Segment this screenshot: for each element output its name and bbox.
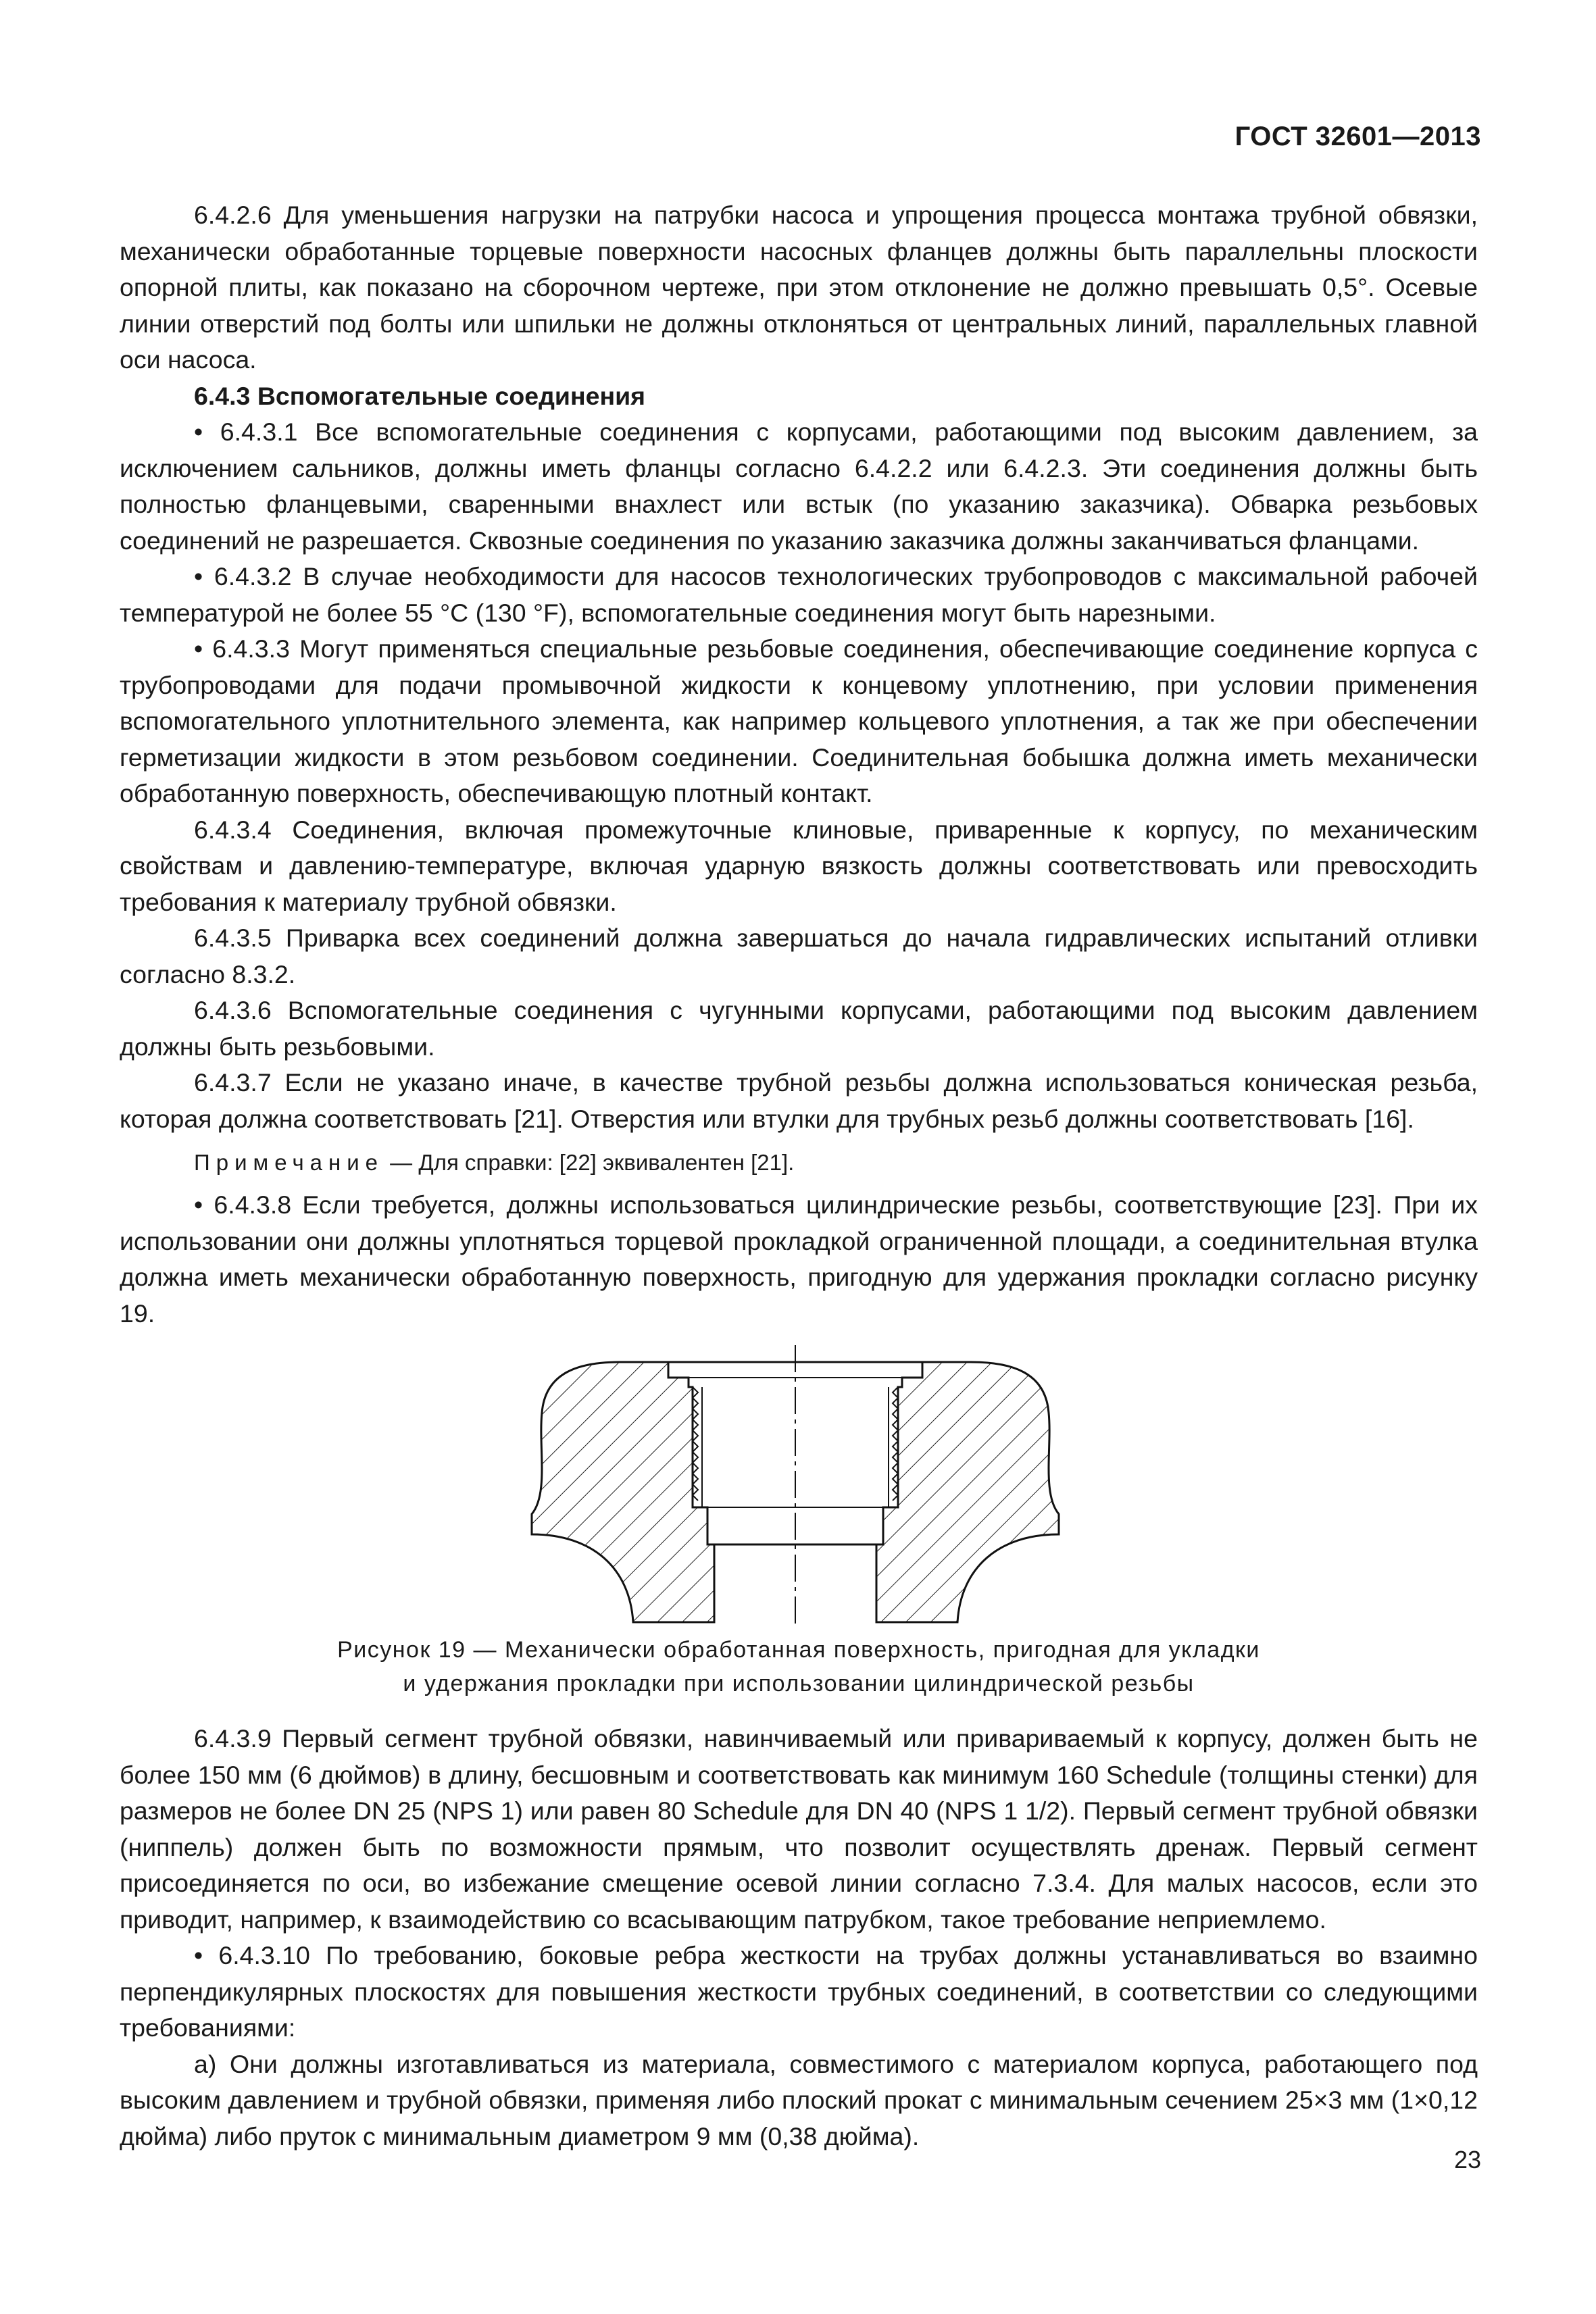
figure-19 — [120, 1345, 1478, 1701]
left-body-section — [532, 1362, 714, 1622]
main-text — [120, 197, 1478, 2155]
section-heading-6-4-3: 6.4.3 Вспомогательные соединения — [194, 381, 646, 410]
paragraph-6-4-3-7: 6.4.3.7 Если не указано иначе, в качестве трубной резьбы должна использоваться коническая резьба, которая должна соответствовать [21]. Отверстия или втулки для трубных резьб должны соответствовать [16]. — [120, 1068, 1478, 1133]
paragraph-6-4-3-8: • 6.4.3.8 Если требуется, должны использоваться цилиндрические резьбы, соответствующие [23]. При их использовании они должны уплотняться торцевой прокладкой ограниченной площади, а соединительная втулка должна иметь механически обработанную поверхность, пригодную для удержания прокладки согласно рисунку 19. — [120, 1190, 1478, 1328]
paragraph-6-4-3-1: • 6.4.3.1 Все вспомогательные соединения с корпусами, работающими под высоким давлением, за исключением сальников, должны иметь фланцы согласно 6.4.2.2 или 6.4.2.3. Эти соединения должны быть полностью фланцевыми, сваренными внахлест или встык (по указанию заказчика). Обварка резьбовых соединений не разрешается. Сквозные соединения по указанию заказчика должны заканчиваться фланцами. — [120, 418, 1478, 555]
threaded-boss-drawing — [512, 1345, 1079, 1629]
paragraph-6-4-3-9: 6.4.3.9 Первый сегмент трубной обвязки, навинчиваемый или привариваемый к корпусу, должен быть не более 150 мм (6 дюймов) в длину, бесшовным и соответствовать как минимум 160 Schedule (толщины стенки) для размеров не более DN 25 (NPS 1) или равен 80 Schedule для DN 40 (NPS 1 1/2). Первый сегмент трубной обвязки (ниппель) должен быть по возможности прямым, что позволит осуществлять дренаж. Первый сегмент присоединяется по оси, во избежание смещение осевой линии согласно 7.3.4. Для малых насосов, если это приводит, например, к взаимодействию со всасывающим патрубком, такое требование неприемлемо. — [120, 1724, 1478, 1934]
document-code-header: ГОСТ 32601—2013 — [1235, 122, 1481, 151]
figure-caption-line-2: и удержания прокладки при использовании цилиндрической резьбы — [403, 1671, 1195, 1696]
figure-caption-line-1: Рисунок 19 — Механически обработанная поверхность, пригодная для укладки — [337, 1637, 1260, 1663]
paragraph-6-4-2-6: 6.4.2.6 Для уменьшения нагрузки на патрубки насоса и упрощения процесса монтажа трубной обвязки, механически обработанные торцевые поверхности насосных фланцев должны быть параллельны плоскости опорной плиты, как показано на сборочном чертеже, при этом отклонение не должно превышать 0,5°. Осевые линии отверстий под болты или шпильки не должны отклоняться от центральных линий, параллельных главной оси насоса. — [120, 201, 1478, 374]
right-body-section — [876, 1362, 1059, 1622]
figure-caption — [120, 1633, 1478, 1701]
paragraph-6-4-3-4: 6.4.3.4 Соединения, включая промежуточные клиновые, приваренные к корпусу, по механическим свойствам и давлению-температуре, включая ударную вязкость должны соответствовать или превосходить требования к материалу трубной обвязки. — [120, 815, 1478, 916]
paragraph-item-a: а) Они должны изготавливаться из материала, совместимого с материалом корпуса, работающего под высоким давлением и трубной обвязки, применяя либо плоский прокат с минимальным сечением 25×3 мм (1×0,12 дюйма) либо пруток с минимальным диаметром 9 мм (0,38 дюйма). — [120, 2049, 1478, 2150]
paragraph-6-4-3-3: • 6.4.3.3 Могут применяться специальные резьбовые соединения, обеспечивающие соединение корпуса с трубопроводами для подачи промывочной жидкости к концевому уплотнению, при условии применения вспомогательного уплотнительного элемента, как например кольцевого уплотнения, а так же при обеспечении герметизации жидкости в этом резьбовом соединении. Соединительная бобышка должна иметь механически обработанную поверхность, обеспечивающую плотный контакт. — [120, 634, 1478, 807]
paragraph-6-4-3-2: • 6.4.3.2 В случае необходимости для насосов технологических трубопроводов с максимальной рабочей температурой не более 55 °C (130 °F), вспомогательные соединения могут быть нарезными. — [120, 562, 1478, 627]
paragraph-6-4-3-10: • 6.4.3.10 По требованию, боковые ребра жесткости на трубах должны устанавливаться во взаимно перпендикулярных плоскостях для повышения жесткости трубных соединений, в соответствии со следующими требованиями: — [120, 1941, 1478, 2042]
note — [120, 1142, 1478, 1183]
paragraph-6-4-3-5: 6.4.3.5 Приварка всех соединений должна завершаться до начала гидравлических испытаний отливки согласно 8.3.2. — [120, 924, 1478, 988]
note-label: Примечание — [194, 1150, 384, 1175]
page-number: 23 — [1453, 2146, 1481, 2173]
paragraph-6-4-3-6: 6.4.3.6 Вспомогательные соединения с чугунными корпусами, работающими под высоким давлением должны быть резьбовыми. — [120, 996, 1478, 1061]
note-text: — Для справки: [22] эквивалентен [21]. — [384, 1150, 795, 1175]
